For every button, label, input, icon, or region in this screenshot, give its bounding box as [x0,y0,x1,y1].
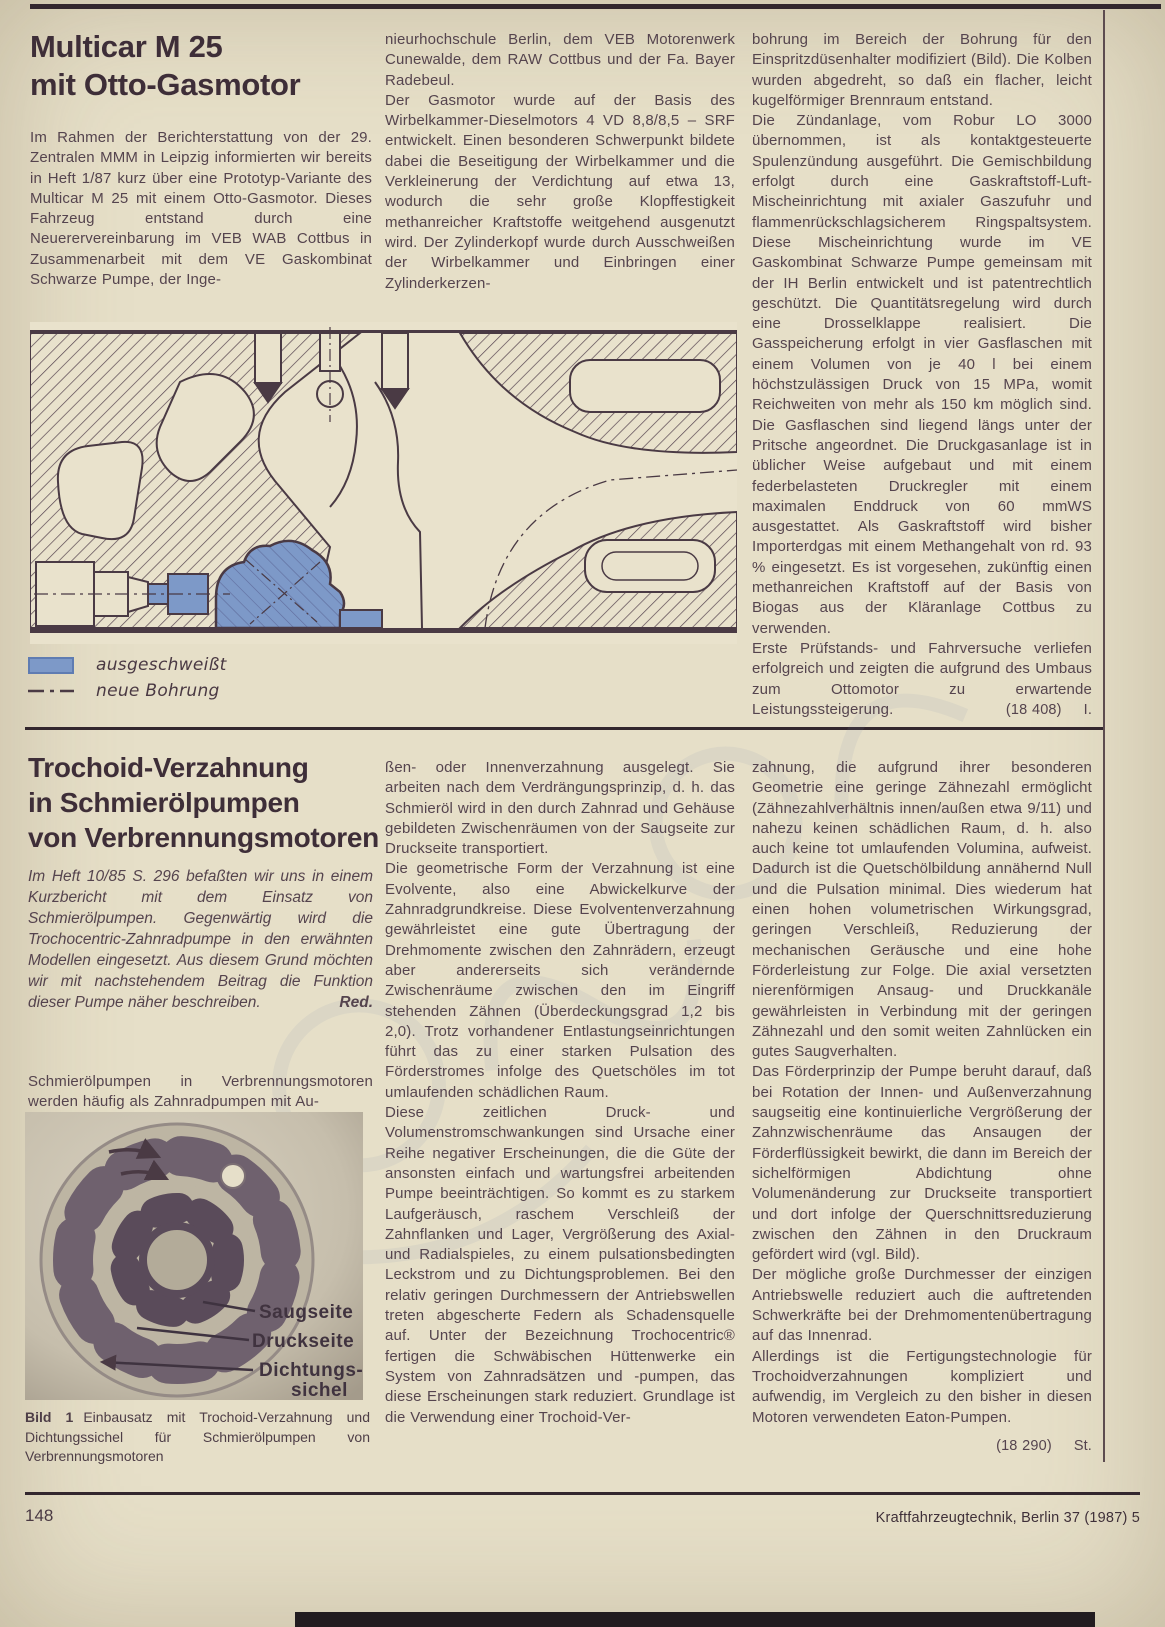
paragraph: Der Gasmotor wurde auf der Basis des Wirbelkammer-Dieselmotors 4 VD 8,8/8,5 – SRF entwickelt. Einen besonderen Schwerpunkt bildete dabei die Beseitigung der Wirbelkammer und die Verkleinerung der Verdichtung auf etwa 13, wodurch die sehr große Klopffestigkeit methanreicher Kraftstoffe weitgehend ausgenutzt wird. Der Zylinderkopf wurde durch Ausschweißen der Wirbelkammer und Einbringen einer Zylinderkerzen- [385,91,735,292]
legend-label: ausgeschweißt [96,655,227,675]
article2-col2 [385,758,735,1428]
caption-text: Einbausatz mit Trochoid-Verzahnung und Dichtungssichel für Schmierölpumpen von Verbrennungsmotoren [25,1409,370,1464]
article1-col2 [385,30,735,294]
photo-caption [25,1408,370,1467]
engine-cross-section-figure [30,322,737,644]
paragraph: ßen- oder Innenverzahnung ausgelegt. Sie arbeiten nach dem Verdrängungsprinzip, d. h. das Schmieröl wird in den durch Zahnrad und Gehäuse gebildeten Zwischenräumen von der Saugseite zur Druckseite transportiert. [385,759,735,858]
paragraph: Allerdings ist die Fertigungstechnologie für Trochoidverzahnungen kompliziert und aufwendig, im Vergleich zu den bisher in diesen Motoren verwendeten Eaton-Pumpen. [752,1347,1092,1426]
article2-col1 [28,1072,373,1113]
page-number: 148 [25,1506,54,1525]
paragraph: nieurhochschule Berlin, dem VEB Motorenwerk Cunewalde, dem RAW Cottbus und der Fa. Bayer Radebeul. [385,31,735,89]
photo-label-saugseite: Saugseite [259,1302,354,1323]
article1-title-line2: mit Otto-Gasmotor [30,67,301,102]
paragraph: Im Rahmen der Berichterstattung von der 29. Zentralen MMM in Leipzig informierten wir bereits in Heft 1/87 kurz über eine Prototyp-Variante des Multicar M 25 mit einem Otto-Gasmotor. Dieses Fahrzeug entstand durch eine Neuerervereinbarung im VEB WAB Cottbus in Zusammenarbeit mit dem VE Gaskombinat Schwarze Pumpe, der Inge- [30,129,372,289]
paragraph: zahnung, die aufgrund ihrer besonderen Geometrie eine geringe Zähnezahl ermöglicht (Zähnezahlverhältnis innen/außen etwa 9/11) und nahezu keinen schädlichen Raum, d. h. also auch keine tot umlaufenden Volumina, aufweist. Dadurch ist die Quetschölbildung annähernd Null und die Pulsation minimal. Dies wiederum hat einen hohen volumetrischen Wirkungsgrad, geringen Verschleiß, Reduzierung der mechanischen Geräusche und eine hohe Förderleistung zur Folge. Die axial versetzten nierenförmigen Ansaug- und Druckkanäle gewährleisten in Verbindung mit der geringen Zähnezahl und den somit weiten Zahnlücken ein gutes Saugverhalten. [752,759,1092,1061]
photo-label-sichel: sichel [291,1380,348,1400]
article2-intro [28,866,373,1013]
paragraph: bohrung im Bereich der Bohrung für den Einspritzdüsenhalter modifiziert (Bild). Die Kolben wurden abgedreht, so daß ein flacher, leicht kugelförmiger Brennraum entstand. [752,31,1092,109]
article1-title [30,28,390,104]
coolant-cavity [58,442,143,539]
top-edge-rule [30,4,1161,9]
paragraph: Diese zeitlichen Druck- und Volumenstromschwankungen sind Ursache einer Reihe negativer Erscheinungen, die die Güte der ansonsten einfach und wartungsfrei arbeitenden Pumpe beeinträchtigen. So kommt es zu starkem Laufgeräusch, raschem Verschleiß der Zahnflanken und Lager, Vergrößerung des Axial- und Radialspieles, zu einem pulsationsbedingten Leckstrom und zu Dichtungsproblemen. Bei den relativ geringen Durchmessern der Antriebswellen treten abgescherte Federn als Schadensquelle auf. Unter der Bezeichnung Trochocentric® fertigen die Schwäbischen Hüttenwerke ein System von Zahnradsätzen und -pumpen, das diese Erscheinungen stark reduziert. Grundlage ist die Verwendung einer Trochoid-Ver- [385,1104,735,1426]
article2-title-line1: Trochoid-Verzahnung [28,752,309,783]
footer-rule [25,1492,1140,1495]
legend-row-welded [28,652,378,678]
article1-author-sig: I. [1083,702,1092,719]
figure-legend [28,652,378,704]
intro-paragraph: Im Heft 10/85 S. 296 befaßten wir uns in einem Kurzbericht mit dem Einsatz von Schmierölpumpen. Gegenwärtig wird die Trochocentric-Zahnradpumpe in den erwähnten Modellen eingesetzt. Aus diesem Grund möchten wir mit nachstehendem Beitrag die Funktion dieser Pumpe näher beschreiben. [28,868,373,1011]
paragraph: Die geometrische Form der Verzahnung ist eine Evolvente, also eine Abwickelkurve der Zahnradgrundkreise. Diese Evolventenverzahnung gewährleistet eine gute Übertragung der Drehmomente zwischen den Zahnrädern, erzeugt aber andererseits sich verändernde Zwischenräume zwischen den im Eingriff stehenden Zähnen (Überdeckungsgrad 1,2 bis 2,0). Trotz vorhandener Entlastungseinrichtungen führt das zu einer starken Pulsation des Förderstromes infolge des Quetschöles im tot umlaufenden schädlichen Raum. [385,860,735,1101]
paragraph: Der mögliche große Durchmesser der einzigen Antriebswelle reduziert auch die auftretenden Schwerkräfte bei der Drehmomentenübertragung auf das Innenrad. [752,1266,1092,1345]
article1-title-line1: Multicar M 25 [30,29,223,64]
article2-title-line3: von Verbrennungsmotoren [28,822,379,853]
welded-swatch-icon [28,657,74,674]
article2-title [28,750,388,855]
dowel-hole [221,1164,245,1188]
dash-dot-line-icon [28,687,74,695]
paragraph: Die Zündanlage, vom Robur LO 3000 übernommen, ist als kontaktgesteuerte Spulenzündung ausgeführt. Die Gemischbildung erfolgt durch eine Gaskraftstoff-Luft-Mischeinrichtung mit axialer Gaszufuhr und flammenrückschlagsicherem Ringspaltsystem. Diese Mischeinrichtung wurde im VE Gaskombinat Schwarze Pumpe gemeinsam mit der IH Berlin entwickelt und ist patentrechtlich geschützt. Die Quantitätsregelung wird durch eine Drosselklappe realisiert. Die Gasspeicherung erfolgt in vier Gasflaschen mit einem Volumen von je 40 l bei einem höchstzulässigen Druck von 15 MPa, womit Reichweiten von mehr als 150 km möglich sind. Die Gasflaschen sind liegend längs unter der Pritsche angeordnet. Die Druckgasanlage ist in üblicher Weise aufgebaut und mit einem federbelasteten Druckregler mit einem maximalen Enddruck von 60 mmWS ausgestattet. Als Gaskraftstoff wird bisher Importerdgas mit einem Methangehalt von rd. 93 % eingesetzt. Es ist vorgesehen, zukünftig einen methanreichen Kraftstoff auf der Basis von Biogas aus der Kläranlage Cottbus zu verwenden. [752,112,1092,637]
paragraph: Erste Prüfstands- und Fahrversuche verliefen erfolgreich und zeigten die aufgrund des Umbaus zum Ottomotor zu erwartende Leistungssteigerung. [752,639,1092,718]
paragraph: Schmierölpumpen in Verbrennungsmotoren werden häufig als Zahnradpumpen mit Au- [28,1073,373,1111]
port-bottom-right [585,540,715,592]
port-top-right [570,360,720,412]
article2-col3 [752,758,1092,1456]
trochoid-pump-photo [25,1112,363,1400]
right-margin-rule [1103,10,1105,1462]
welded-area-blue [340,610,382,628]
article1-ref-number: (18 408) [1005,702,1062,719]
article1-col3 [752,30,1092,720]
article2-title-line2: in Schmierölpumpen [28,787,300,818]
scan-bottom-strip [295,1612,1095,1627]
journal-footer-line: Kraftfahrzeugtechnik, Berlin 37 (1987) 5 [875,1510,1140,1526]
legend-row-new-bore [28,678,378,704]
inner-rotor-hub [143,1226,211,1294]
legend-label: neue Bohrung [96,681,220,701]
article-divider-rule [25,727,1103,730]
article1-col1 [30,128,372,290]
article2-ref-number: (18 290) [996,1437,1052,1454]
caption-figure-number: Bild 1 [25,1409,74,1425]
article2-refline [752,1436,1092,1456]
photo-label-druckseite: Druckseite [252,1331,355,1352]
article2-author-sig: St. [1073,1437,1092,1454]
paragraph: Das Förderprinzip der Pumpe beruht darauf, daß bei Rotation der Innen- und Außenverzahnung saugseitig eine kontinuierliche Vergrößerung der Zahnzwischenräume das Ansaugen der Förderflüssigkeit bewirkt, die dann im Bereich der sichelförmigen Abdichtung ohne Volumenänderung zur Druckseite transportiert und dort infolge der Querschnittsreduzierung zwischen den Zähnen in den Druckraum gefördert wird (vgl. Bild). [752,1063,1092,1264]
photo-label-dichtungs: Dichtungs- [259,1360,363,1381]
editor-byline: Red. [339,994,373,1011]
